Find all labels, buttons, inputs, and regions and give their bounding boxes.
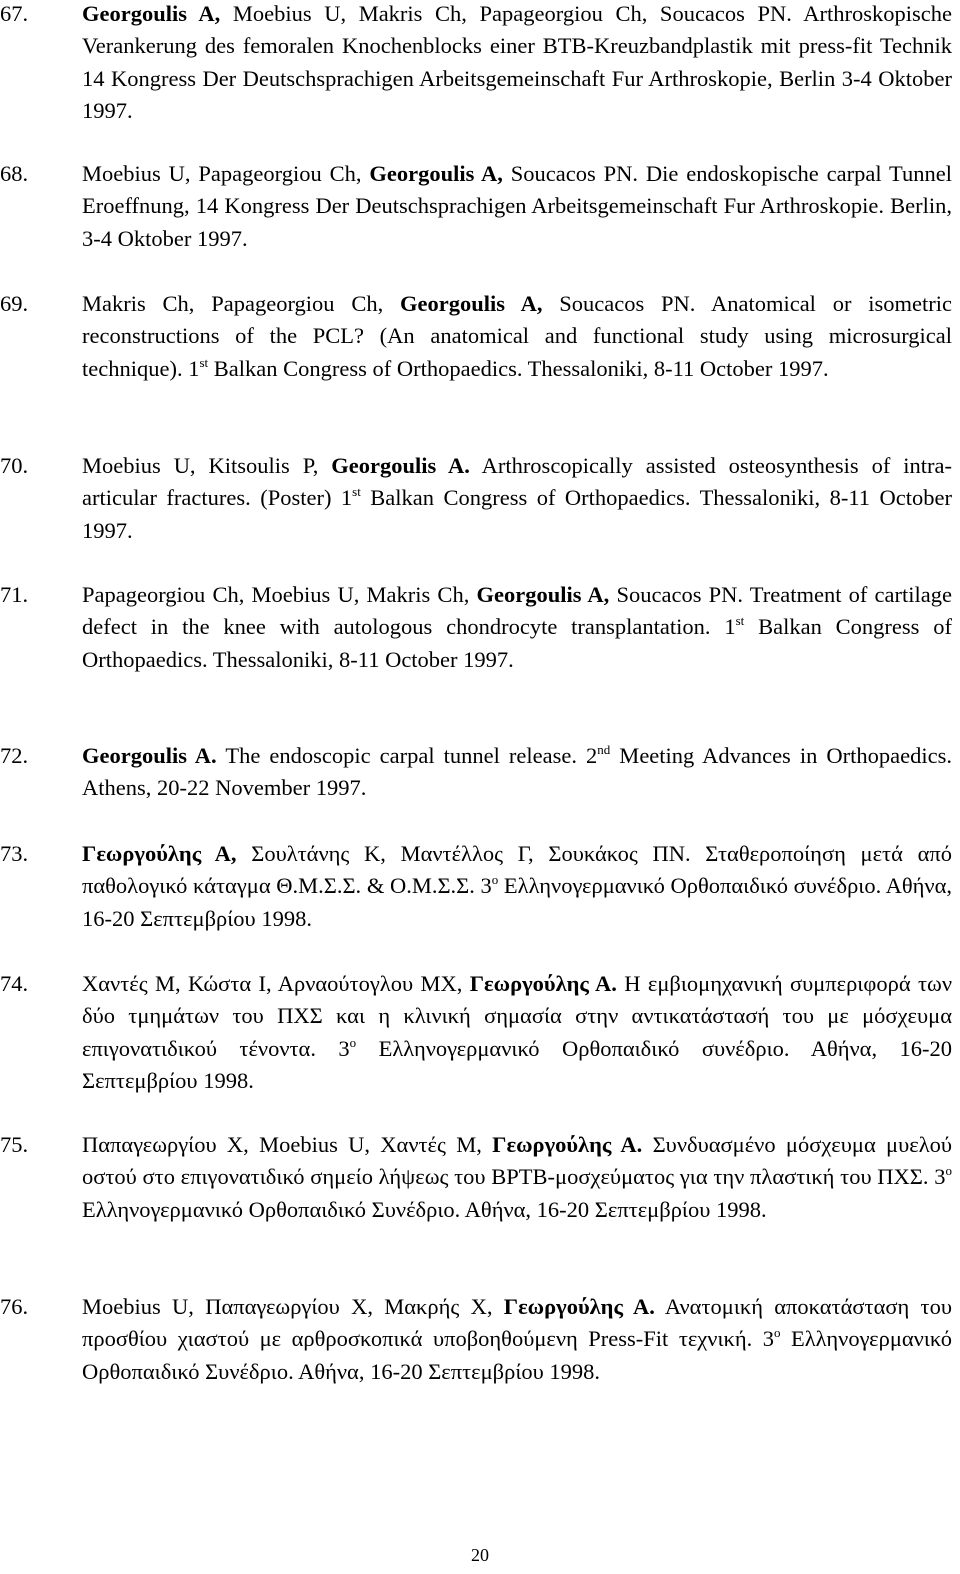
reference-segment: Balkan Congress of Orthopaedics. Thessaloniki, 8-11 October 1997.	[82, 485, 952, 543]
reference-segment: Moebius U, Papageorgiou Ch,	[82, 161, 370, 186]
reference-number: 73.	[0, 841, 29, 866]
reference-segment: Arthroscopically assisted osteosynthesis of intra-articular fractures. (Poster) 1	[82, 453, 952, 511]
reference-segment: Ελληνογερμανικό Ορθοπαιδικό Συνέδριο. Αθήνα, 16-20 Σεπτεμβρίου 1998.	[82, 1196, 767, 1222]
reference-text	[82, 0, 952, 127]
reference-segment: Ελληνογερμανικό Ορθοπαιδικό συνέδριο. Αθήνα, 16-20 Σεπτεμβρίου 1998.	[82, 1035, 952, 1093]
page-number: 20	[471, 1545, 489, 1565]
reference-text	[82, 450, 952, 547]
reference-text	[82, 838, 952, 935]
reference-number: 68.	[0, 161, 29, 186]
author-highlight: Γεωργούλης Α.	[503, 1294, 655, 1319]
author-highlight: Georgoulis A,	[476, 582, 610, 607]
ordinal-superscript: ο	[349, 1034, 357, 1050]
reference-number: 71.	[0, 582, 29, 607]
ordinal-superscript: st	[199, 354, 209, 370]
ordinal-superscript: ο	[774, 1325, 781, 1341]
reference-number: 70.	[0, 453, 29, 478]
reference-text	[82, 158, 952, 255]
reference-text	[82, 288, 952, 385]
reference-number: 75.	[0, 1132, 29, 1157]
author-highlight: Γεωργούλης Α.	[492, 1132, 643, 1157]
author-highlight: Georgoulis A,	[400, 291, 543, 316]
reference-segment: Balkan Congress of Orthopaedics. Thessaloniki, 8-11 October 1997.	[82, 614, 952, 672]
reference-segment: Moebius U, Makris Ch, Papageorgiou Ch, Soucacos PN. Arthroskopische Verankerung des femoralen Knochenblocks einer BTB-Kreuzbandplastik mit press-fit Technik 14 Kongress Der Deutschsprachigen Arbeitsgemeinschaft Fur Arthroskopie, Berlin 3-4 Oktober 1997.	[82, 1, 952, 123]
reference-segment: Soucacos PN. Die endoskopische carpal Tunnel Eroeffnung, 14 Kongress Der Deutschsprachigen Arbeitsgemeinschaft Fur Arthroskopie. Berlin, 3-4 Oktober 1997.	[82, 161, 952, 251]
reference-segment: Παπαγεωργίου Χ, Moebius U, Χαντές Μ,	[82, 1132, 493, 1157]
ordinal-superscript: st	[352, 484, 361, 500]
reference-segment: Soucacos PN. Treatment of cartilage defect in the knee with autologous chondrocyte transplantation. 1	[82, 582, 952, 640]
ordinal-superscript: st	[735, 613, 745, 629]
ordinal-superscript: ο	[945, 1163, 952, 1179]
reference-segment: Η εμβιομηχανική συμπεριφορά των δύο τμημάτων του ΠΧΣ και η κλινική σημασία στην αντικατάστασή του με μόσχευμα επιγονατιδικού τένοντα. 3	[82, 971, 953, 1061]
ordinal-superscript: nd	[597, 742, 611, 757]
reference-segment: Ανατομική αποκατάσταση του προσθίου χιαστού με αρθροσκοπικά υποβοηθούμενη Press-Fit τεχνική. 3	[82, 1294, 952, 1352]
reference-segment: Moebius U, Παπαγεωργίου Χ, Μακρής Χ,	[82, 1294, 504, 1319]
reference-number: 72.	[0, 743, 29, 768]
reference-number: 69.	[0, 291, 29, 316]
reference-number: 76.	[0, 1294, 29, 1319]
reference-text	[82, 1129, 952, 1226]
reference-segment: Ελληνογερμανικό Ορθοπαιδικό Συνέδριο. Αθήνα, 16-20 Σεπτεμβρίου 1998.	[82, 1326, 952, 1384]
author-highlight: Georgoulis A,	[369, 161, 503, 186]
author-highlight: Georgoulis A.	[82, 743, 217, 768]
reference-segment: The endoscopic carpal tunnel release. 2	[216, 743, 598, 768]
reference-number: 67.	[0, 1, 29, 26]
reference-segment: Συνδυασμένο μόσχευμα μυελού οστού στο επιγονατιδικό σημείο λήψεως του BPTB-μοσχεύματος για την πλαστική του ΠΧΣ. 3	[82, 1132, 952, 1190]
reference-text	[82, 579, 952, 676]
author-highlight: Γεωργούλης Α.	[469, 971, 617, 996]
reference-segment: Makris Ch, Papageorgiou Ch,	[82, 291, 401, 316]
reference-segment: Moebius U, Kitsoulis P,	[82, 453, 332, 478]
author-highlight: Georgoulis A,	[82, 1, 221, 26]
author-highlight: Γεωργούλης Α,	[82, 841, 237, 866]
reference-segment: Meeting Advances in Orthopaedics. Athens, 20-22 November 1997.	[82, 743, 952, 801]
ordinal-superscript: ο	[491, 872, 499, 888]
reference-text	[82, 740, 952, 805]
reference-text	[82, 1291, 952, 1388]
reference-segment: Ελληνογερμανικό Ορθοπαιδικό συνέδριο. Αθήνα, 16-20 Σεπτεμβρίου 1998.	[82, 873, 953, 931]
reference-segment: Σουλτάνης Κ, Μαντέλλος Γ, Σουκάκος ΠΝ. Σταθεροποίηση μετά από παθολογικό κάταγμα Θ.Μ.Σ.Σ. & Ο.Μ.Σ.Σ. 3	[82, 841, 952, 899]
reference-segment: Papageorgiou Ch, Moebius U, Makris Ch,	[82, 582, 477, 607]
reference-segment: Χαντές Μ, Κώστα Ι, Αρναούτογλου ΜΧ,	[82, 971, 470, 996]
author-highlight: Georgoulis A.	[331, 453, 470, 478]
reference-segment: Balkan Congress of Orthopaedics. Thessaloniki, 8-11 October 1997.	[208, 355, 829, 381]
reference-segment: Soucacos PN. Anatomical or isometric reconstructions of the PCL? (An anatomical and functional study using microsurgical technique). 1	[82, 291, 952, 381]
reference-number: 74.	[0, 971, 29, 996]
reference-text	[82, 968, 952, 1097]
